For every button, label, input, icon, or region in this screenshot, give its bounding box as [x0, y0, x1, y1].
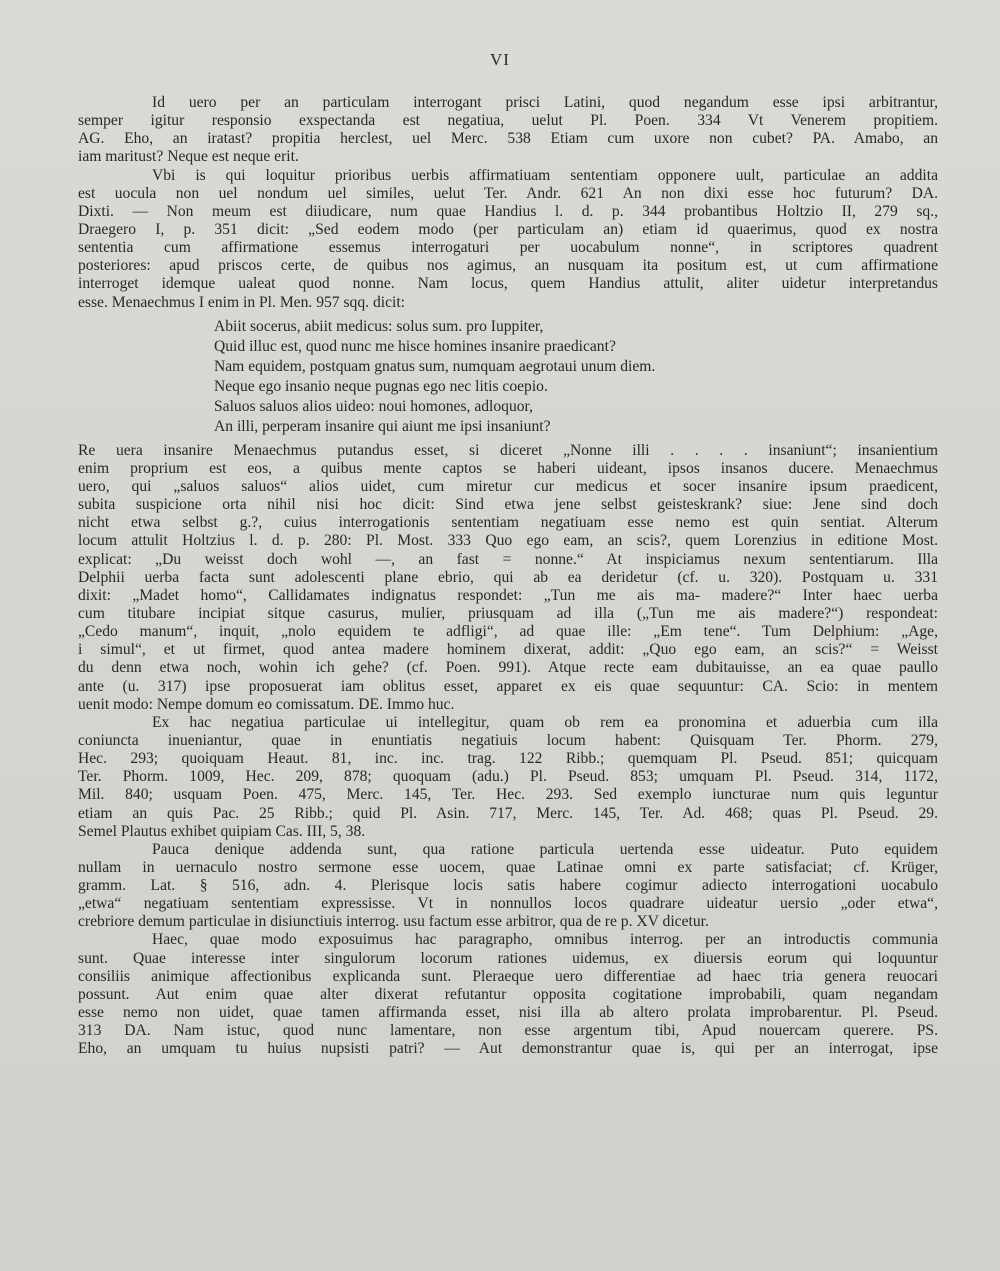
text-line: i simul“, et ut firmet, quod antea madere hominem dixerat, addit: „Quo ego eam, an scis?“ = Weisst [78, 641, 938, 659]
page-number: VI [490, 50, 510, 69]
text-line: nicht etwa selbst g.?, cuius interrogationis sententiam negatiuam esse nemo est quin sentiat. Alterum [78, 514, 938, 532]
verse-line: Quid illuc est, quod nunc me hisce homines insanire praedicant? [214, 337, 616, 355]
text-line: etiam an quis Pac. 25 Ribb.; quid Pl. Asin. 717, Merc. 145, Ter. Ad. 468; quas Pl. Pseud. 29. [78, 804, 938, 822]
verse-line: An illi, perperam insanire qui aiunt me ipsi insaniunt? [214, 417, 551, 435]
text-line: esse nemo non uidet, quae tamen affirmanda esset, nisi illa ab altero prolata improbarentur. Pl. Pseud. [78, 1004, 938, 1022]
text-line: est uocula non uel nondum uel similes, uelut Ter. Andr. 621 An non dixi esse hoc futurum? DA. [78, 184, 938, 202]
text-line: locum attulit Holtzius l. d. p. 280: Pl. Most. 333 Quo ego eam, an scis?, quem Lorenzius in editione Most. [78, 532, 938, 550]
text-line: interroget idemque ualeat quod nonne. Nam locus, quem Handius attulit, aliter uidetur interpretandus [78, 275, 938, 293]
text-line: semper igitur responsio exspectanda est negatiua, uelut Pl. Poen. 334 Vt Venerem propitiem. [78, 112, 938, 130]
text-line: ante (u. 317) ipse proposuerat iam oblitus esset, apparet ex eis quae sequuntur: CA. Scio: in mentem [78, 677, 938, 695]
text-line: Draegero I, p. 351 dicit: „Sed eodem modo (per particulam an) etiam id quaerimus, quod ex nostra [78, 220, 938, 238]
text-line: gramm. Lat. § 516, adn. 4. Plerisque locis satis habere cogimur adiecto interrogationi uocabulo [78, 877, 938, 895]
text-line: AG. Eho, an iratast? propitia herclest, uel Merc. 538 Etiam cum uxore non cubet? PA. Amabo, an [78, 130, 938, 148]
text-line: „etwa“ negatiuam sententiam expressisse. Vt in nonnullos locos quadrare uideatur uersio „oder etwa“, [78, 895, 938, 913]
text-line: dixit: „Madet homo“, Callidamates indignatus respondet: „Tun me ais ma- madere?“ Inter haec uerba [78, 586, 938, 604]
text-line: Hec. 293; quoiquam Heaut. 81, inc. inc. trag. 122 Ribb.; quemquam Pl. Pseud. 851; quicquam [78, 750, 938, 768]
verse-line: Neque ego insanio neque pugnas ego nec litis coepio. [214, 377, 548, 395]
text-line: Re uera insanire Menaechmus putandus esset, si diceret „Nonne illi . . . . insaniunt“; insanientium [78, 441, 938, 459]
text-line: possunt. Aut enim quae alter dixerat refutantur opposita cogitatione improbabili, quam negandam [78, 985, 938, 1003]
text-line: Haec, quae modo exposuimus hac paragrapho, omnibus interrog. per an introductis communia [152, 931, 938, 949]
text-line: cum titubare incipiat sitque casurus, mulier, priusquam ad illa („Tun me ais madere?“) respondeat: [78, 604, 938, 622]
text-line: Eho, an umquam tu huius nupsisti patri? — Aut demonstrantur quae is, qui per an interrogat, ipse [78, 1040, 938, 1058]
text-line: consiliis animique affectionibus explicanda sunt. Pleraeque uero differentiae ad haec tria genera reuocari [78, 967, 938, 985]
text-line: sententia cum affirmatione essemus interrogaturi per uocabulum nonne“, in scriptores quadrent [78, 239, 938, 257]
text-line: Pauca denique addenda sunt, qua ratione particula uertenda esse uideatur. Puto equidem [152, 840, 938, 858]
text-line: du denn etwa noch, wohin ich gehe? (cf. Poen. 991). Atque recte eam dubitauisse, an ea quae paullo [78, 659, 938, 677]
verse-line: Nam equidem, postquam gnatus sum, numquam aegrotaui unum diem. [214, 357, 656, 375]
text-line: Ter. Phorm. 1009, Hec. 209, 878; quoquam (adu.) Pl. Pseud. 853; umquam Pl. Pseud. 314, 1172, [78, 768, 938, 786]
verse-line: Saluos saluos alios uideo: noui homones, adloquor, [214, 397, 534, 415]
text-line: nullam in uernaculo nostro sermone esse uocem, quae Latinae omni ex parte satisfaciat; cf. Krüger, [78, 858, 938, 876]
text-line: Dixti. — Non meum est diiudicare, num quae Handius l. d. p. 344 probantibus Holtzio II, 279 sq., [78, 202, 938, 220]
body-text [78, 94, 938, 1058]
text-line: uenit modo: Nempe domum eo comissatum. DE. Immo huc. [78, 695, 455, 713]
text-line: Vbi is qui loquitur prioribus uerbis affirmatiuam sententiam opponere uult, particulae an addita [152, 166, 938, 184]
text-line: subita suspicione orta nihil nisi hoc dicit: Sind etwa jene selbst geisteskrank? siue: Jene sind doch [78, 496, 938, 514]
text-line: crebriore demum particulae in disiunctiuis interrog. usu factum esse arbitror, qua de re p. XV dicetur. [78, 913, 709, 931]
text-line: Delphii uerba facta sunt adolescenti plane ebrio, qui ab ea deridetur (cf. u. 320). Postquam u. 331 [78, 568, 938, 586]
text-line: Semel Plautus exhibet quipiam Cas. III, 5, 38. [78, 822, 366, 840]
text-line: explicat: „Du weisst doch wohl —, an fast = nonne.“ At inspiciamus nexum sententiarum. Illa [78, 550, 938, 568]
text-line: sunt. Quae interesse inter singulorum locorum rationes uidemus, ex diuersis eorum qui loquuntur [78, 949, 938, 967]
text-line: 313 DA. Nam istuc, quod nunc lamentare, non esse argentum tibi, Apud nouercam querere. PS. [78, 1022, 938, 1040]
text-line: iam maritust? Neque est neque erit. [78, 148, 299, 166]
text-line: uero, qui „saluos saluos“ alios uidet, cum miretur cur medicus et socer insanire ipsum praedicent, [78, 477, 938, 495]
text-line: posteriores: apud priscos certe, de quibus nos agimus, an nusquam ita positum est, ut cum affirmatione [78, 257, 938, 275]
text-line: Id uero per an particulam interrogant prisci Latini, quod negandum esse ipsi arbitrantur, [152, 94, 938, 111]
text-line: esse. Menaechmus I enim in Pl. Men. 957 sqq. dicit: [78, 293, 405, 311]
text-line: „Cedo manum“, inquit, „nolo equidem te adfligi“, ad quae ille: „Em tene“. Tum Delphium: „Age, [78, 623, 938, 641]
text-line: enim proprium est eos, a quibus mente captos se haberi uideant, ipsos insanos ducere. Menaechmus [78, 459, 938, 477]
text-line: Ex hac negatiua particulae ui intellegitur, quam ob rem ea pronomina et aduerbia cum illa [152, 713, 938, 731]
text-line: Mil. 840; usquam Poen. 475, Merc. 145, Ter. Hec. 293. Sed exemplo iuncturae num quis leguntur [78, 786, 938, 804]
text-line: coniuncta inueniantur, quae in enuntiatis negatiuis locum habent: Quisquam Ter. Phorm. 279, [78, 731, 938, 749]
verse-line: Abiit socerus, abiit medicus: solus sum. pro Iuppiter, [214, 317, 544, 335]
